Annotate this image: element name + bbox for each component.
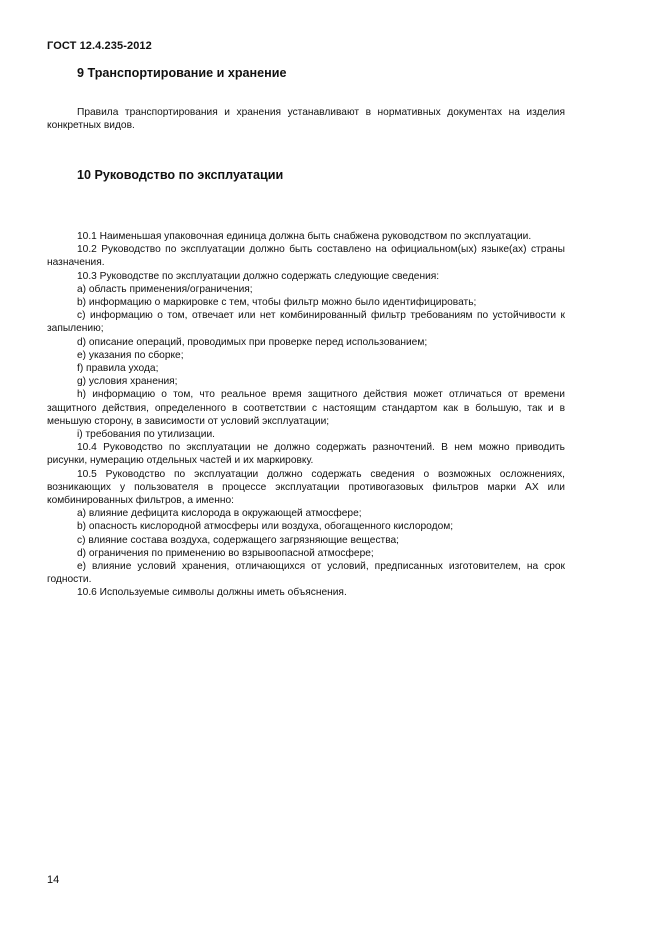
list-item-d: d) описание операций, проводимых при проверке перед использованием; <box>77 336 428 348</box>
list-item-c: c) информацию о том, отвечает или нет комбинированный фильтр требованиям по устойчивости к запылению; <box>47 310 565 335</box>
list-item-10-5-b: b) опасность кислородной атмосферы или воздуха, обогащенного кислородом; <box>77 521 454 533</box>
list-item-a: a) область применения/ограничения; <box>77 283 253 295</box>
paragraph-10-1: 10.1 Наименьшая упаковочная единица должна быть снабжена руководством по эксплуатации. <box>77 231 532 242</box>
list-item-b: b) информацию о маркировке с тем, чтобы фильтр можно было идентифицировать; <box>77 297 477 309</box>
list-item-10-5-d: d) ограничения по применению во взрывоопасной атмосфере; <box>77 547 374 559</box>
list-item-10-5-e: e) влияние условий хранения, отличающихся от условий, предписанных изготовителем, на срок годности. <box>47 561 565 586</box>
paragraph-10-5: 10.5 Руководство по эксплуатации должно содержать сведения о возможных осложнениях, возникающих у пользователя в процессе эксплуатации противогазовых фильтров марки AX или комбинированных фильтров, а именно: <box>47 468 565 507</box>
section-9-title: 9 Транспортирование и хранение <box>77 66 287 80</box>
section-9-text: Правила транспортирования и хранения устанавливают в нормативных документах на изделия конкретных видов. <box>47 107 565 132</box>
list-item-e: e) указания по сборке; <box>77 349 184 361</box>
section-10-title: 10 Руководство по эксплуатации <box>77 168 284 182</box>
list-item-g: g) условия хранения; <box>77 376 178 388</box>
page-number: 14 <box>47 874 60 886</box>
list-item-h: h) информацию о том, что реальное время защитного действия может отличаться от времени защитного действия, определенного в соответствии с настоящим стандартом как в большую, так и в меньшую сторону, в зависимости от условий эксплуатации; <box>47 389 565 427</box>
list-item-f: f) правила ухода; <box>77 363 159 375</box>
paragraph-10-4: 10.4 Руководство по эксплуатации не должно содержать разночтений. В нем можно приводить рисунки, нумерацию отдельных частей и их маркировку. <box>47 442 565 467</box>
list-item-i: i) требования по утилизации. <box>77 429 215 441</box>
paragraph-10-2: 10.2 Руководство по эксплуатации должно быть составлено на официальном(ых) языке(ах) страны назначения. <box>47 244 565 269</box>
paragraph-10-3: 10.3 Руководстве по эксплуатации должно содержать следующие сведения: <box>77 270 440 282</box>
document-code: ГОСТ 12.4.235-2012 <box>47 40 152 52</box>
list-item-10-5-a: a) влияние дефицита кислорода в окружающей атмосфере; <box>77 508 362 520</box>
section-10-body <box>47 230 565 600</box>
list-item-10-5-c: c) влияние состава воздуха, содержащего загрязняющие вещества; <box>77 534 399 546</box>
paragraph-10-6: 10.6 Используемые символы должны иметь объяснения. <box>77 587 347 599</box>
